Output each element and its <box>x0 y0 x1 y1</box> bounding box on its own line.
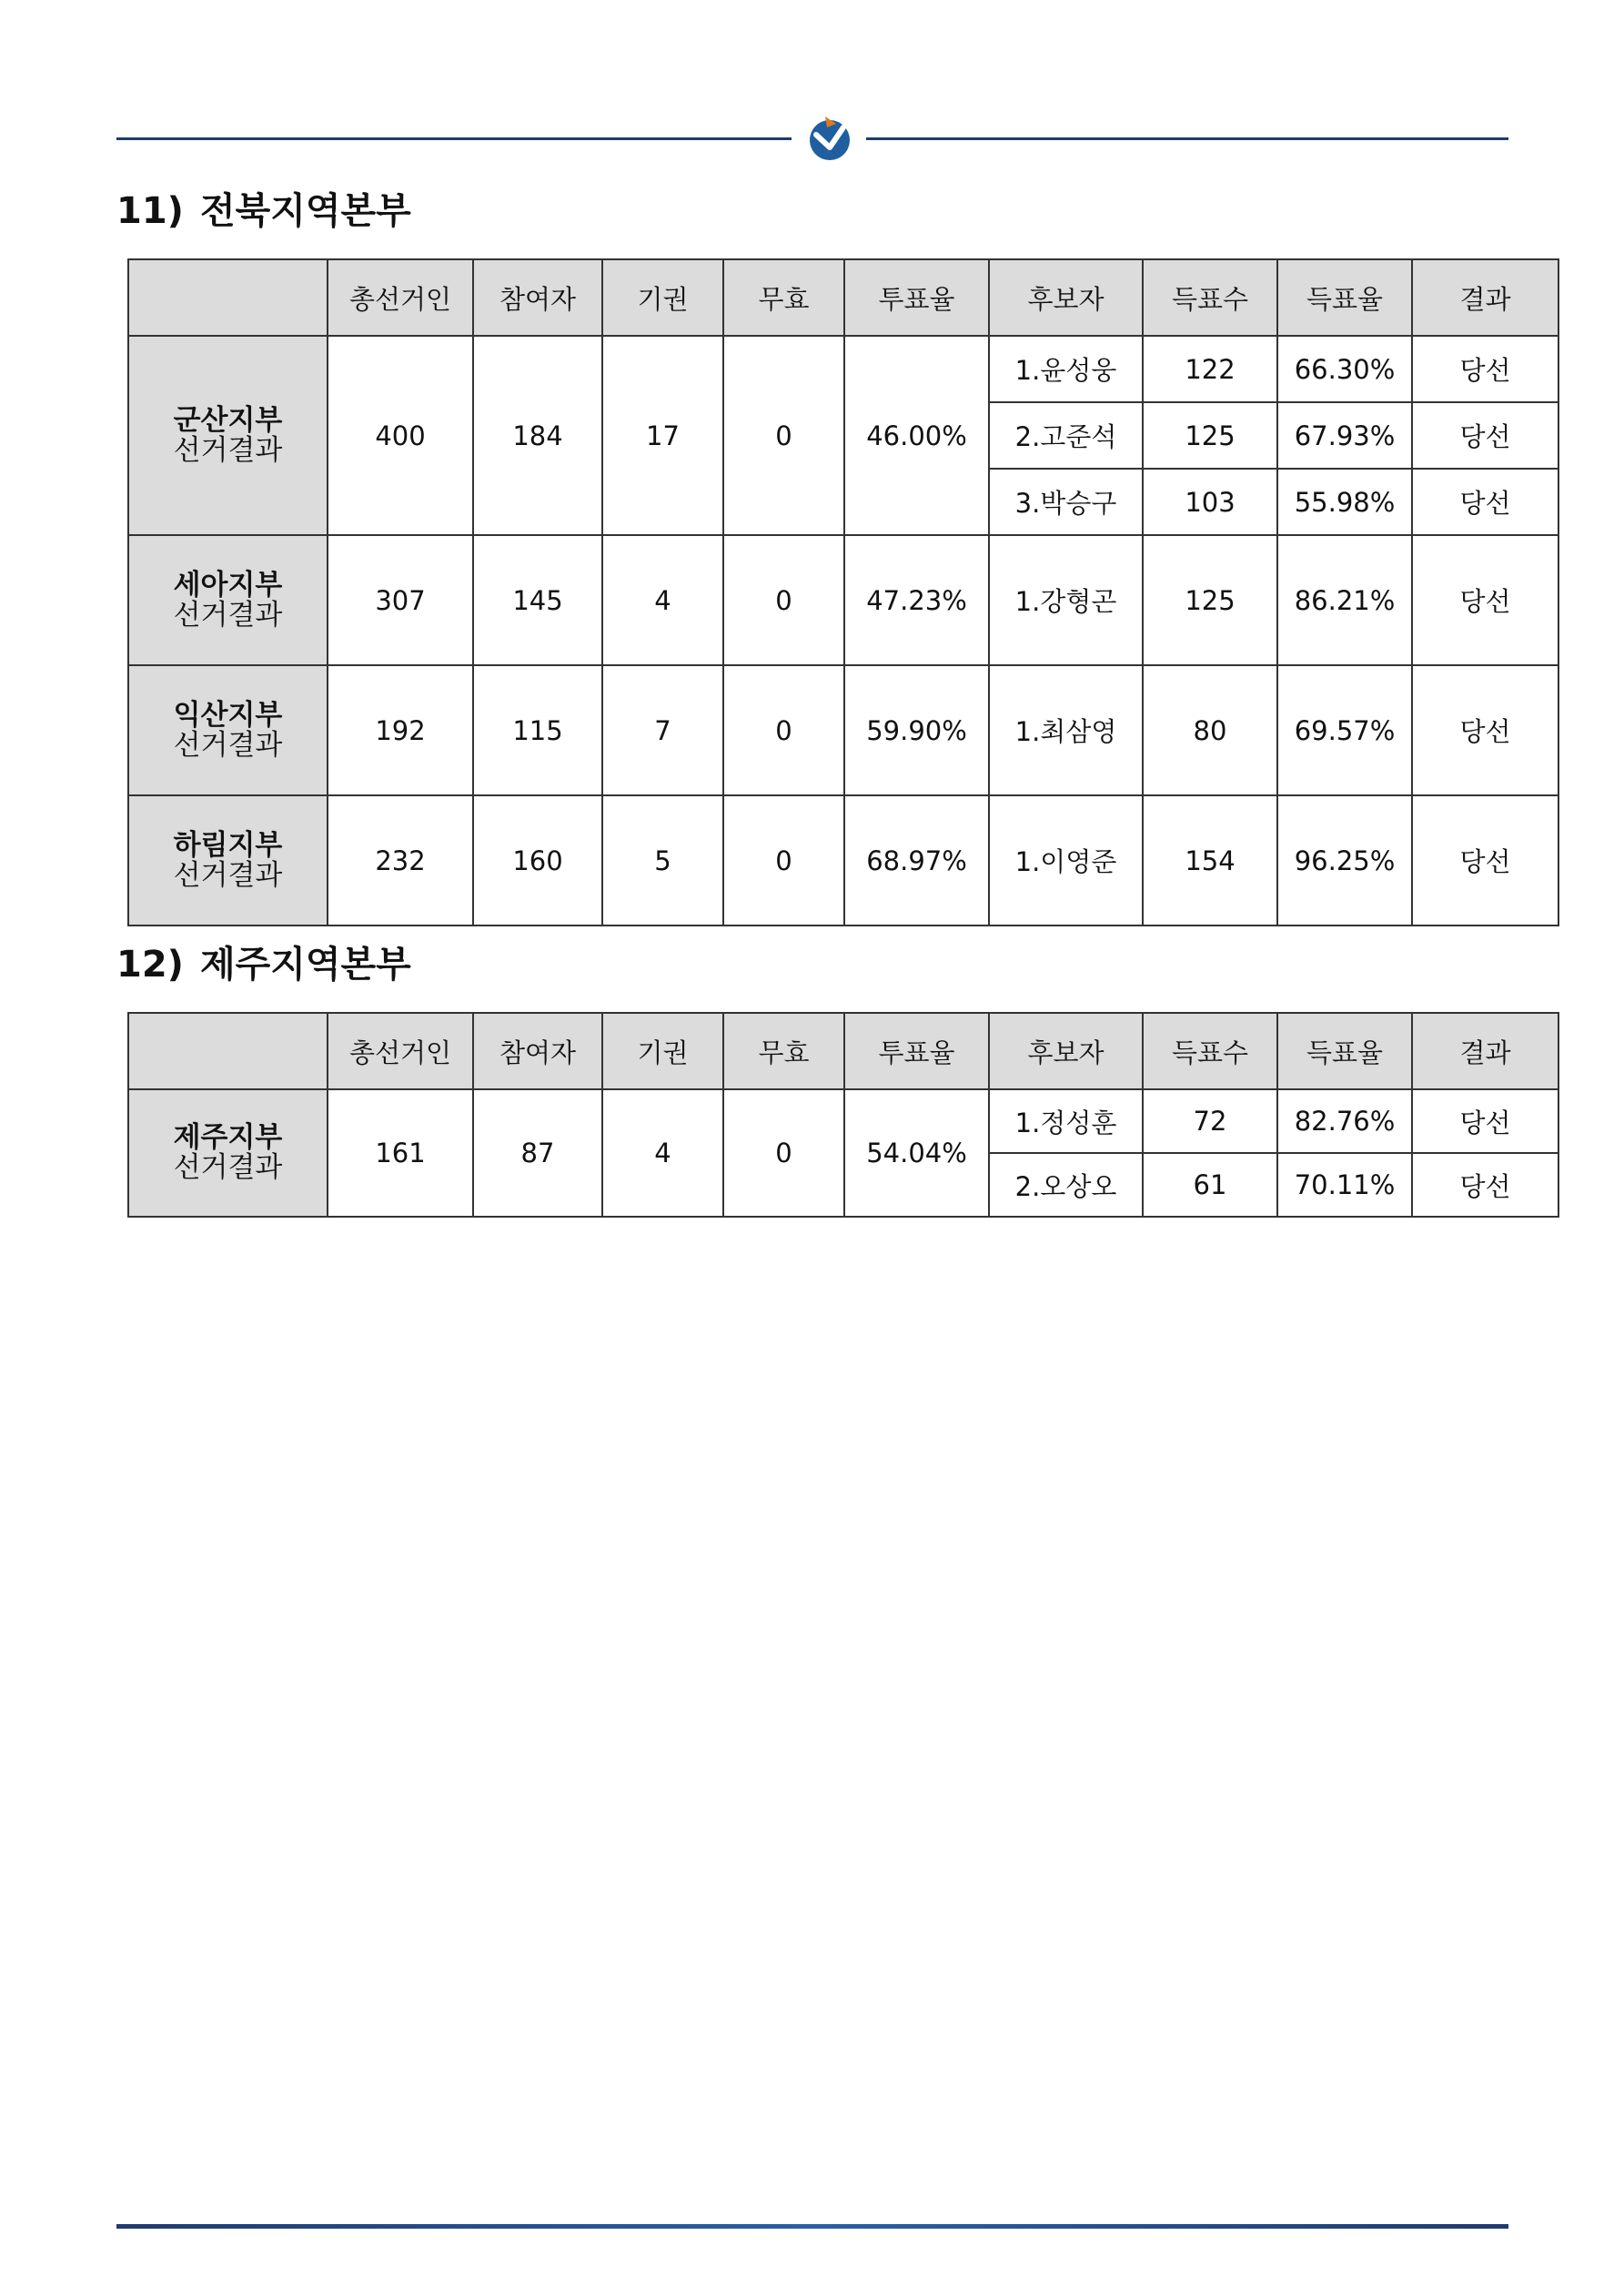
result-cell: 당선 <box>1412 1089 1558 1153</box>
invalid-cell: 0 <box>723 665 844 795</box>
header-rule-left <box>116 137 792 140</box>
candidate-cell: 3.박승구 <box>989 469 1143 535</box>
votes-cell: 61 <box>1143 1153 1277 1217</box>
vote-rate-cell: 70.11% <box>1277 1153 1412 1217</box>
result-cell: 당선 <box>1412 402 1558 469</box>
electors-cell: 307 <box>328 535 473 665</box>
vote-rate-cell: 66.30% <box>1277 336 1412 402</box>
participants-cell: 115 <box>473 665 602 795</box>
header-participants: 참여자 <box>473 259 602 336</box>
participants-cell: 87 <box>473 1089 602 1217</box>
electors-cell: 161 <box>328 1089 473 1217</box>
electors-cell: 192 <box>328 665 473 795</box>
participants-cell: 145 <box>473 535 602 665</box>
branch-name: 제주지부 <box>173 1121 283 1155</box>
section-name: 제주지역본부 <box>199 944 411 986</box>
table-row <box>128 535 1558 665</box>
logo-icon <box>807 115 852 162</box>
candidate-cell: 1.강형곤 <box>989 535 1143 665</box>
header-candidate: 후보자 <box>989 1013 1143 1089</box>
section-title-jeju <box>116 944 411 986</box>
abstain-cell: 4 <box>602 1089 723 1217</box>
votes-cell: 103 <box>1143 469 1277 535</box>
header-result: 결과 <box>1412 1013 1558 1089</box>
branch-sub: 선거결과 <box>173 858 283 892</box>
branch-cell <box>128 535 328 665</box>
turnout-cell: 59.90% <box>844 665 989 795</box>
header-invalid: 무효 <box>723 1013 844 1089</box>
abstain-cell: 5 <box>602 795 723 925</box>
header-vote-rate: 득표율 <box>1277 259 1412 336</box>
invalid-cell: 0 <box>723 1089 844 1217</box>
header-rule-right <box>866 137 1508 140</box>
branch-cell <box>128 665 328 795</box>
results-table-jeonbuk <box>127 258 1559 926</box>
votes-cell: 80 <box>1143 665 1277 795</box>
result-cell: 당선 <box>1412 336 1558 402</box>
header-abstain: 기권 <box>602 259 723 336</box>
candidate-cell: 1.정성훈 <box>989 1089 1143 1153</box>
abstain-cell: 7 <box>602 665 723 795</box>
branch-sub: 선거결과 <box>173 598 283 632</box>
votes-cell: 122 <box>1143 336 1277 402</box>
table-header-row <box>128 1013 1558 1089</box>
vote-rate-cell: 96.25% <box>1277 795 1412 925</box>
header-abstain: 기권 <box>602 1013 723 1089</box>
header-invalid: 무효 <box>723 259 844 336</box>
turnout-cell: 46.00% <box>844 336 989 535</box>
participants-cell: 160 <box>473 795 602 925</box>
vote-rate-cell: 55.98% <box>1277 469 1412 535</box>
header-turnout: 투표율 <box>844 1013 989 1089</box>
header-corner <box>128 259 328 336</box>
table-row <box>128 795 1558 925</box>
branch-cell <box>128 336 328 535</box>
section-title-jeonbuk <box>116 190 411 232</box>
branch-cell <box>128 795 328 925</box>
result-cell: 당선 <box>1412 535 1558 665</box>
vote-rate-cell: 67.93% <box>1277 402 1412 469</box>
branch-name: 군산지부 <box>173 403 283 437</box>
header-vote-rate: 득표율 <box>1277 1013 1412 1089</box>
header-votes: 득표수 <box>1143 259 1277 336</box>
votes-cell: 72 <box>1143 1089 1277 1153</box>
branch-sub: 선거결과 <box>173 728 283 762</box>
vote-rate-cell: 69.57% <box>1277 665 1412 795</box>
vote-rate-cell: 86.21% <box>1277 535 1412 665</box>
electors-cell: 400 <box>328 336 473 535</box>
turnout-cell: 54.04% <box>844 1089 989 1217</box>
turnout-cell: 68.97% <box>844 795 989 925</box>
votes-cell: 125 <box>1143 535 1277 665</box>
branch-cell <box>128 1089 328 1217</box>
header-result: 결과 <box>1412 259 1558 336</box>
table-row <box>128 1089 1558 1153</box>
table-header-row <box>128 259 1558 336</box>
candidate-cell: 1.최삼영 <box>989 665 1143 795</box>
header-corner <box>128 1013 328 1089</box>
header-turnout: 투표율 <box>844 259 989 336</box>
result-cell: 당선 <box>1412 795 1558 925</box>
candidate-cell: 1.윤성웅 <box>989 336 1143 402</box>
section-number: 11) <box>116 190 184 232</box>
candidate-cell: 2.고준석 <box>989 402 1143 469</box>
table-row <box>128 665 1558 795</box>
results-table-jeju <box>127 1012 1559 1218</box>
branch-sub: 선거결과 <box>173 433 283 467</box>
header-electors: 총선거인 <box>328 259 473 336</box>
candidate-cell: 2.오상오 <box>989 1153 1143 1217</box>
votes-cell: 125 <box>1143 402 1277 469</box>
table-row <box>128 336 1558 402</box>
result-cell: 당선 <box>1412 665 1558 795</box>
header-votes: 득표수 <box>1143 1013 1277 1089</box>
vote-rate-cell: 82.76% <box>1277 1089 1412 1153</box>
participants-cell: 184 <box>473 336 602 535</box>
invalid-cell: 0 <box>723 535 844 665</box>
section-name: 전북지역본부 <box>199 190 411 232</box>
header-electors: 총선거인 <box>328 1013 473 1089</box>
invalid-cell: 0 <box>723 795 844 925</box>
turnout-cell: 47.23% <box>844 535 989 665</box>
abstain-cell: 17 <box>602 336 723 535</box>
candidate-cell: 1.이영준 <box>989 795 1143 925</box>
abstain-cell: 4 <box>602 535 723 665</box>
branch-name: 세아지부 <box>173 568 283 602</box>
branch-sub: 선거결과 <box>173 1151 283 1184</box>
header-participants: 참여자 <box>473 1013 602 1089</box>
electors-cell: 232 <box>328 795 473 925</box>
invalid-cell: 0 <box>723 336 844 535</box>
result-cell: 당선 <box>1412 1153 1558 1217</box>
branch-name: 하림지부 <box>173 828 283 862</box>
section-number: 12) <box>116 944 184 986</box>
footer-rule <box>116 2224 1508 2229</box>
branch-name: 익산지부 <box>173 698 283 732</box>
header-candidate: 후보자 <box>989 259 1143 336</box>
result-cell: 당선 <box>1412 469 1558 535</box>
votes-cell: 154 <box>1143 795 1277 925</box>
